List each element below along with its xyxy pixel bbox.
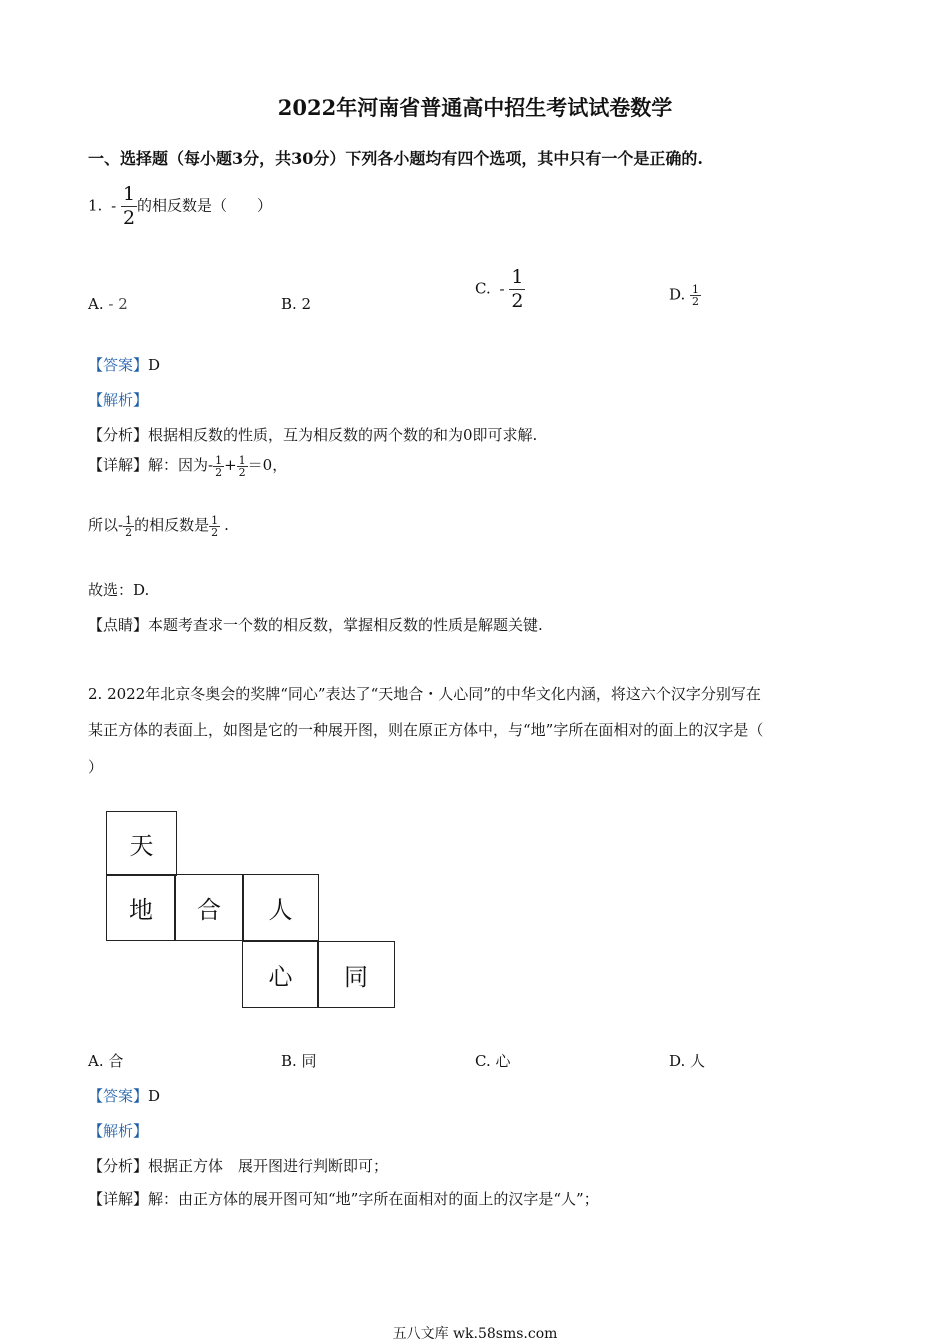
q1-option-c-num: 1 xyxy=(511,266,524,288)
q1-suoyi-post: . xyxy=(224,516,229,534)
q1-suoyi-pre: 所以- xyxy=(88,516,124,534)
q1-stem xyxy=(88,183,272,230)
q1-xiangjie-pre: 解：因为- xyxy=(148,456,214,474)
q1-fraction xyxy=(121,183,137,230)
net-face-ren: 人 xyxy=(242,874,319,941)
q1-option-d-num: 1 xyxy=(692,283,700,296)
q1-option-c xyxy=(475,266,525,313)
q1-xiangjie-post: ＝0， xyxy=(247,456,288,474)
q2-option-b: B. 同 xyxy=(281,1052,317,1070)
q1-option-c-label: C. xyxy=(475,279,491,298)
q1-frac-den: 2 xyxy=(122,207,136,229)
q1-xiangjie-frac-1-den: 2 xyxy=(215,465,223,479)
q1-dianjing-text: 本题考查求一个数的相反数，掌握相反数的性质是解题关键. xyxy=(148,616,543,634)
q2-option-d: D. 人 xyxy=(669,1052,706,1070)
q1-number: 1. xyxy=(88,196,103,215)
q1-answer-value: D xyxy=(148,356,161,374)
q2-xiangjie xyxy=(88,1188,599,1209)
q1-suoyi-mid: 的相反数是 xyxy=(134,516,210,534)
net-face-di: 地 xyxy=(106,874,176,941)
q2-stem-line-2: 某正方体的表面上，如图是它的一种展开图，则在原正方体中，与“地”字所在面相对的面上的汉字是（ xyxy=(88,721,764,739)
q2-answer-tag: 【答案】 xyxy=(88,1087,149,1105)
q1-xiangjie-plus: + xyxy=(224,456,237,474)
q1-suoyi-frac-1-den: 2 xyxy=(125,525,133,539)
q1-jiexi-tag: 【解析】 xyxy=(88,391,149,409)
q1-suoyi xyxy=(88,514,229,538)
q1-fenxi-text: 根据相反数的性质，互为相反数的两个数的和为0即可求解. xyxy=(148,426,538,444)
q1-answer xyxy=(88,354,160,375)
q2-option-c: C. 心 xyxy=(475,1052,511,1070)
page-title: 2022年河南省普通高中招生考试试卷数学 xyxy=(277,95,673,120)
q1-option-c-fraction xyxy=(509,266,525,313)
q1-suoyi-frac-1 xyxy=(123,515,134,538)
q1-xiangjie-frac-1 xyxy=(213,455,224,478)
q2-fenxi-tag: 【分析】 xyxy=(88,1157,149,1175)
q2-xiangjie-text: 解：由正方体的展开图可知“地”字所在面相对的面上的汉字是“人”； xyxy=(148,1190,599,1208)
q1-option-a-value: - 2 xyxy=(108,295,128,313)
q1-frac-sign: - xyxy=(111,196,117,215)
q1-answer-tag: 【答案】 xyxy=(88,356,149,374)
section-heading: 一、选择题（每小题3分，共30分）下列各小题均有四个选项，其中只有一个是正确的. xyxy=(88,149,703,168)
q2-answer xyxy=(88,1085,160,1106)
q1-xiangjie-frac-2 xyxy=(237,455,248,478)
q1-option-d-den: 2 xyxy=(692,295,700,308)
q1-option-d xyxy=(669,284,701,307)
q1-xiangjie-frac-1-num: 1 xyxy=(215,453,223,467)
q1-guxuan: 故选：D. xyxy=(88,581,150,599)
net-face-he: 合 xyxy=(174,874,244,941)
q2-stem-line-1: 2. 2022年北京冬奥会的奖牌“同心”表达了“天地合・人心同”的中华文化内涵，将这六个汉字分别写在 xyxy=(88,685,761,703)
q2-fenxi-text: 根据正方体 展开图进行判断即可； xyxy=(148,1157,389,1175)
q1-xiangjie-frac-2-den: 2 xyxy=(238,465,246,479)
q1-option-b: B. 2 xyxy=(281,295,312,313)
net-face-tian: 天 xyxy=(106,811,177,876)
net-face-xin: 心 xyxy=(242,941,319,1008)
q1-option-c-den: 2 xyxy=(511,290,524,312)
q2-stem-line-3: ） xyxy=(88,758,104,776)
q1-suoyi-frac-1-num: 1 xyxy=(125,513,133,527)
q1-option-d-label: D. xyxy=(669,285,686,304)
q1-stem-tail: 的相反数是（ ） xyxy=(137,196,273,215)
q1-option-c-sign: - xyxy=(499,279,505,298)
q2-jiexi-tag: 【解析】 xyxy=(88,1122,149,1140)
q1-frac-num: 1 xyxy=(122,183,136,205)
q2-answer-value: D xyxy=(148,1087,161,1105)
q1-xiangjie-tag: 【详解】 xyxy=(88,456,149,474)
net-face-tong: 同 xyxy=(317,941,395,1008)
q1-option-a xyxy=(88,295,128,313)
q1-option-d-fraction xyxy=(690,284,701,307)
q1-fenxi xyxy=(88,424,537,445)
q1-suoyi-frac-2-num: 1 xyxy=(211,513,219,527)
page-footer: 五八文库 wk.58sms.com xyxy=(392,1326,558,1342)
q1-dianjing-tag: 【点睛】 xyxy=(88,616,149,634)
q1-xiangjie xyxy=(88,454,287,478)
q1-suoyi-frac-2-den: 2 xyxy=(211,525,219,539)
q1-fenxi-tag: 【分析】 xyxy=(88,426,149,444)
q2-fenxi xyxy=(88,1155,388,1176)
q2-option-a: A. 合 xyxy=(88,1052,124,1070)
q1-xiangjie-frac-2-num: 1 xyxy=(238,453,246,467)
q1-dianjing xyxy=(88,614,543,635)
q1-option-a-label: A. xyxy=(88,295,104,313)
q1-suoyi-frac-2 xyxy=(209,515,220,538)
q2-xiangjie-tag: 【详解】 xyxy=(88,1190,149,1208)
